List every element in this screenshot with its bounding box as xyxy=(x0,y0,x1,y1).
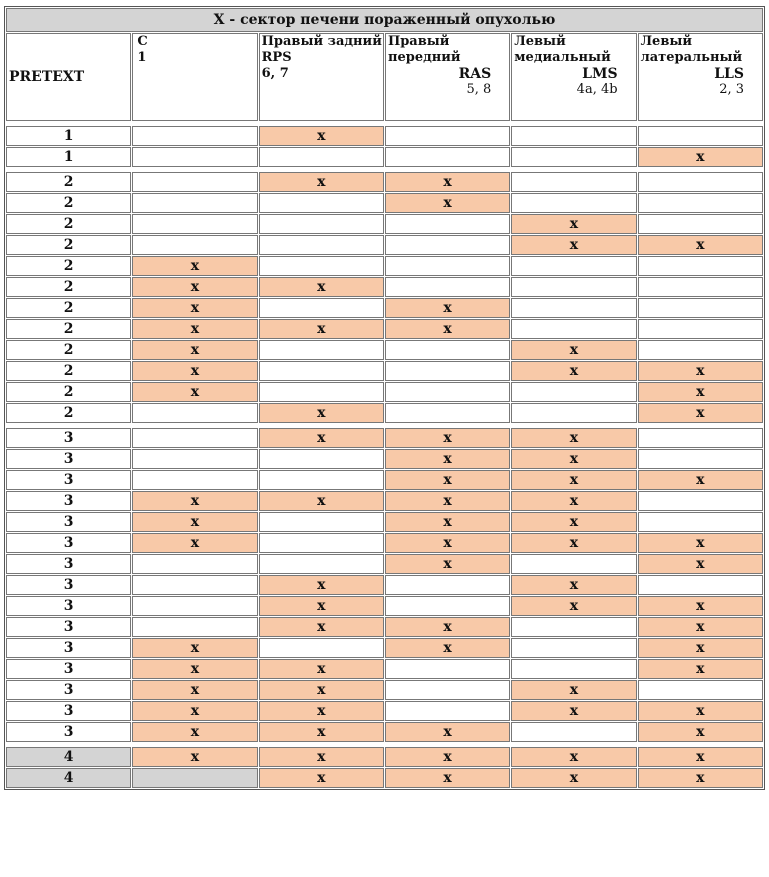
sector-cell xyxy=(385,403,510,423)
sector-cell: x xyxy=(511,680,636,700)
pretext-stage-cell: 3 xyxy=(6,638,131,658)
sector-cell xyxy=(385,235,510,255)
sector-cell xyxy=(511,638,636,658)
sector-cell xyxy=(511,126,636,146)
sector-cell xyxy=(511,722,636,742)
sector-cell: x xyxy=(132,319,257,339)
sector-cell: x xyxy=(132,512,257,532)
sector-cell xyxy=(259,554,384,574)
group-separator xyxy=(6,168,763,171)
sector-cell: x xyxy=(132,747,257,767)
header-lls-code: LLS xyxy=(714,66,744,82)
sector-cell xyxy=(259,298,384,318)
sector-cell xyxy=(638,126,763,146)
sector-cell: x xyxy=(132,298,257,318)
sector-cell xyxy=(638,449,763,469)
sector-cell xyxy=(511,554,636,574)
header-ras-name: Правый передний xyxy=(387,34,461,65)
sector-cell: x xyxy=(259,617,384,637)
sector-cell: x xyxy=(259,575,384,595)
table-row xyxy=(6,449,763,469)
sector-cell: x xyxy=(385,319,510,339)
sector-cell: x xyxy=(132,701,257,721)
header-lls xyxy=(638,33,763,121)
sector-cell: x xyxy=(385,428,510,448)
sector-cell xyxy=(511,193,636,213)
group-separator-cell xyxy=(6,168,763,171)
sector-cell: x xyxy=(638,470,763,490)
sector-cell xyxy=(385,659,510,679)
sector-cell xyxy=(385,680,510,700)
sector-cell xyxy=(638,319,763,339)
sector-cell: x xyxy=(259,701,384,721)
pretext-stage-cell: 3 xyxy=(6,491,131,511)
pretext-stage-cell: 4 xyxy=(6,768,131,788)
pretext-stage-cell: 2 xyxy=(6,277,131,297)
pretext-stage-cell: 2 xyxy=(6,172,131,192)
table-row xyxy=(6,722,763,742)
sector-cell: x xyxy=(638,533,763,553)
table-row xyxy=(6,319,763,339)
sector-cell: x xyxy=(638,701,763,721)
pretext-stage-cell: 2 xyxy=(6,403,131,423)
sector-cell: x xyxy=(511,340,636,360)
sector-cell: x xyxy=(259,680,384,700)
table-row xyxy=(6,617,763,637)
table-row xyxy=(6,596,763,616)
header-row xyxy=(6,33,763,121)
pretext-stage-cell: 2 xyxy=(6,319,131,339)
table-row xyxy=(6,533,763,553)
sector-cell xyxy=(132,449,257,469)
pretext-stage-cell: 3 xyxy=(6,575,131,595)
sector-cell xyxy=(132,575,257,595)
sector-cell xyxy=(638,575,763,595)
pretext-stage-cell: 3 xyxy=(6,596,131,616)
sector-cell xyxy=(638,193,763,213)
header-rps-code: RPS xyxy=(261,50,292,65)
sector-cell: x xyxy=(385,554,510,574)
sector-cell xyxy=(638,172,763,192)
header-ras-code: RAS xyxy=(458,66,492,82)
sector-cell: x xyxy=(385,449,510,469)
sector-cell xyxy=(259,449,384,469)
sector-cell: x xyxy=(638,747,763,767)
sector-cell xyxy=(259,361,384,381)
sector-cell xyxy=(511,256,636,276)
table-row xyxy=(6,361,763,381)
sector-cell xyxy=(259,214,384,234)
sector-cell: x xyxy=(259,403,384,423)
header-pretext: PRETEXT xyxy=(6,33,131,121)
sector-cell xyxy=(132,554,257,574)
pretext-stage-cell: 2 xyxy=(6,214,131,234)
sector-cell xyxy=(385,214,510,234)
sector-cell xyxy=(132,235,257,255)
sector-cell: x xyxy=(638,617,763,637)
table-row xyxy=(6,256,763,276)
header-lls-segments: 2, 3 xyxy=(719,82,744,97)
sector-cell xyxy=(638,256,763,276)
sector-cell: x xyxy=(638,147,763,167)
header-rps-segments: 6, 7 xyxy=(261,66,289,81)
header-lms-name: Левый медиальный xyxy=(514,34,611,65)
pretext-table-container xyxy=(4,6,765,790)
sector-cell: x xyxy=(259,768,384,788)
sector-cell xyxy=(259,193,384,213)
sector-cell: x xyxy=(259,428,384,448)
table-row xyxy=(6,340,763,360)
sector-cell: x xyxy=(638,659,763,679)
header-rps-name: Правый задний xyxy=(261,34,382,49)
pretext-stage-cell: 3 xyxy=(6,512,131,532)
sector-cell: x xyxy=(511,491,636,511)
table-row xyxy=(6,701,763,721)
sector-cell xyxy=(132,403,257,423)
group-separator-cell xyxy=(6,743,763,746)
sector-cell: x xyxy=(511,428,636,448)
sector-cell: x xyxy=(638,361,763,381)
sector-cell xyxy=(511,298,636,318)
sector-cell: x xyxy=(385,298,510,318)
sector-cell xyxy=(385,277,510,297)
pretext-stage-cell: 3 xyxy=(6,470,131,490)
table-title: X - сектор печени пораженный опухолью xyxy=(6,8,763,32)
sector-cell xyxy=(132,768,257,788)
sector-cell xyxy=(132,126,257,146)
table-row xyxy=(6,470,763,490)
pretext-stage-cell: 3 xyxy=(6,680,131,700)
sector-cell xyxy=(385,361,510,381)
sector-cell: x xyxy=(132,340,257,360)
group-separator-cell xyxy=(6,122,763,125)
table-row xyxy=(6,554,763,574)
pretext-stage-cell: 3 xyxy=(6,554,131,574)
sector-cell: x xyxy=(511,214,636,234)
group-separator-cell xyxy=(6,424,763,427)
sector-cell: x xyxy=(132,256,257,276)
table-row xyxy=(6,680,763,700)
sector-cell xyxy=(638,340,763,360)
table-row xyxy=(6,403,763,423)
sector-cell xyxy=(385,575,510,595)
sector-cell: x xyxy=(259,126,384,146)
sector-cell: x xyxy=(638,235,763,255)
sector-cell: x xyxy=(511,701,636,721)
table-row xyxy=(6,512,763,532)
sector-cell: x xyxy=(385,193,510,213)
group-separator xyxy=(6,743,763,746)
pretext-stage-cell: 1 xyxy=(6,147,131,167)
pretext-stage-cell: 3 xyxy=(6,659,131,679)
sector-cell xyxy=(259,256,384,276)
sector-cell xyxy=(638,298,763,318)
table-row xyxy=(6,768,763,788)
header-ras xyxy=(385,33,510,121)
sector-cell: x xyxy=(259,319,384,339)
pretext-stage-cell: 2 xyxy=(6,235,131,255)
header-lms-code: LMS xyxy=(582,66,618,82)
pretext-stage-cell: 3 xyxy=(6,701,131,721)
table-row xyxy=(6,193,763,213)
sector-cell: x xyxy=(132,659,257,679)
sector-cell xyxy=(511,319,636,339)
sector-cell xyxy=(132,147,257,167)
table-row xyxy=(6,126,763,146)
group-separator xyxy=(6,122,763,125)
table-row xyxy=(6,382,763,402)
header-lls-name: Левый латеральный xyxy=(640,34,743,65)
sector-cell: x xyxy=(259,722,384,742)
sector-cell xyxy=(132,193,257,213)
sector-cell xyxy=(259,147,384,167)
pretext-stage-cell: 4 xyxy=(6,747,131,767)
sector-cell: x xyxy=(385,172,510,192)
sector-cell xyxy=(259,638,384,658)
table-row xyxy=(6,147,763,167)
sector-cell xyxy=(385,596,510,616)
sector-cell xyxy=(638,491,763,511)
sector-cell: x xyxy=(638,403,763,423)
sector-cell xyxy=(638,214,763,234)
sector-cell xyxy=(511,277,636,297)
sector-cell: x xyxy=(385,768,510,788)
table-row xyxy=(6,747,763,767)
sector-cell xyxy=(132,172,257,192)
pretext-stage-cell: 2 xyxy=(6,256,131,276)
sector-cell: x xyxy=(638,596,763,616)
sector-cell: x xyxy=(132,382,257,402)
pretext-stage-cell: 3 xyxy=(6,722,131,742)
sector-cell: x xyxy=(638,382,763,402)
sector-cell: x xyxy=(511,575,636,595)
sector-cell xyxy=(259,340,384,360)
sector-cell: x xyxy=(259,491,384,511)
table-row xyxy=(6,428,763,448)
pretext-stage-cell: 2 xyxy=(6,382,131,402)
sector-cell: x xyxy=(385,512,510,532)
sector-cell xyxy=(511,172,636,192)
sector-cell: x xyxy=(638,638,763,658)
sector-cell: x xyxy=(132,277,257,297)
sector-cell: x xyxy=(511,768,636,788)
pretext-stage-cell: 1 xyxy=(6,126,131,146)
sector-cell: x xyxy=(385,747,510,767)
sector-cell: x xyxy=(385,470,510,490)
table-row xyxy=(6,172,763,192)
pretext-stage-cell: 3 xyxy=(6,449,131,469)
sector-cell: x xyxy=(259,172,384,192)
sector-cell xyxy=(638,512,763,532)
sector-cell: x xyxy=(511,449,636,469)
sector-cell xyxy=(132,470,257,490)
sector-cell: x xyxy=(259,747,384,767)
sector-cell xyxy=(511,659,636,679)
header-caudate-segments: 1 xyxy=(137,50,147,65)
sector-cell: x xyxy=(638,554,763,574)
table-row xyxy=(6,235,763,255)
sector-cell: x xyxy=(385,533,510,553)
pretext-stage-cell: 2 xyxy=(6,298,131,318)
sector-cell xyxy=(259,533,384,553)
sector-cell: x xyxy=(638,768,763,788)
pretext-stage-cell: 2 xyxy=(6,340,131,360)
header-ras-segments: 5, 8 xyxy=(466,82,492,97)
sector-cell: x xyxy=(259,277,384,297)
sector-cell: x xyxy=(638,722,763,742)
sector-cell xyxy=(259,512,384,532)
sector-cell xyxy=(132,617,257,637)
header-lms xyxy=(511,33,636,121)
sector-cell xyxy=(259,382,384,402)
table-row xyxy=(6,298,763,318)
sector-cell: x xyxy=(511,596,636,616)
pretext-stage-cell: 2 xyxy=(6,361,131,381)
sector-cell: x xyxy=(132,533,257,553)
sector-cell: x xyxy=(259,596,384,616)
table-row xyxy=(6,638,763,658)
sector-cell: x xyxy=(511,361,636,381)
sector-cell: x xyxy=(385,491,510,511)
sector-cell: x xyxy=(132,491,257,511)
sector-cell xyxy=(511,382,636,402)
sector-cell xyxy=(132,214,257,234)
sector-cell: x xyxy=(385,722,510,742)
table-row xyxy=(6,491,763,511)
sector-cell xyxy=(511,617,636,637)
sector-cell xyxy=(385,147,510,167)
pretext-table xyxy=(4,6,765,790)
sector-cell xyxy=(259,470,384,490)
sector-cell: x xyxy=(259,659,384,679)
table-row xyxy=(6,575,763,595)
sector-cell: x xyxy=(511,470,636,490)
pretext-stage-cell: 3 xyxy=(6,428,131,448)
pretext-stage-cell: 3 xyxy=(6,617,131,637)
sector-cell: x xyxy=(132,680,257,700)
group-separator xyxy=(6,424,763,427)
sector-cell xyxy=(132,596,257,616)
sector-cell xyxy=(385,126,510,146)
sector-cell: x xyxy=(132,638,257,658)
header-rps xyxy=(259,33,384,121)
sector-cell xyxy=(259,235,384,255)
sector-cell xyxy=(385,701,510,721)
sector-cell xyxy=(638,680,763,700)
sector-cell xyxy=(638,277,763,297)
header-caudate xyxy=(132,33,257,121)
sector-cell: x xyxy=(511,533,636,553)
table-row xyxy=(6,277,763,297)
sector-cell: x xyxy=(132,722,257,742)
sector-cell: x xyxy=(132,361,257,381)
sector-cell: x xyxy=(385,638,510,658)
sector-cell: x xyxy=(511,747,636,767)
table-row xyxy=(6,659,763,679)
header-lms-segments: 4a, 4b xyxy=(576,82,618,97)
sector-cell xyxy=(385,256,510,276)
sector-cell xyxy=(132,428,257,448)
sector-cell xyxy=(511,147,636,167)
sector-cell xyxy=(385,340,510,360)
table-row xyxy=(6,214,763,234)
sector-cell xyxy=(385,382,510,402)
sector-cell: x xyxy=(385,617,510,637)
header-caudate-name: C xyxy=(137,34,148,49)
sector-cell: x xyxy=(511,235,636,255)
sector-cell xyxy=(638,428,763,448)
pretext-stage-cell: 2 xyxy=(6,193,131,213)
pretext-stage-cell: 3 xyxy=(6,533,131,553)
sector-cell: x xyxy=(511,512,636,532)
sector-cell xyxy=(511,403,636,423)
